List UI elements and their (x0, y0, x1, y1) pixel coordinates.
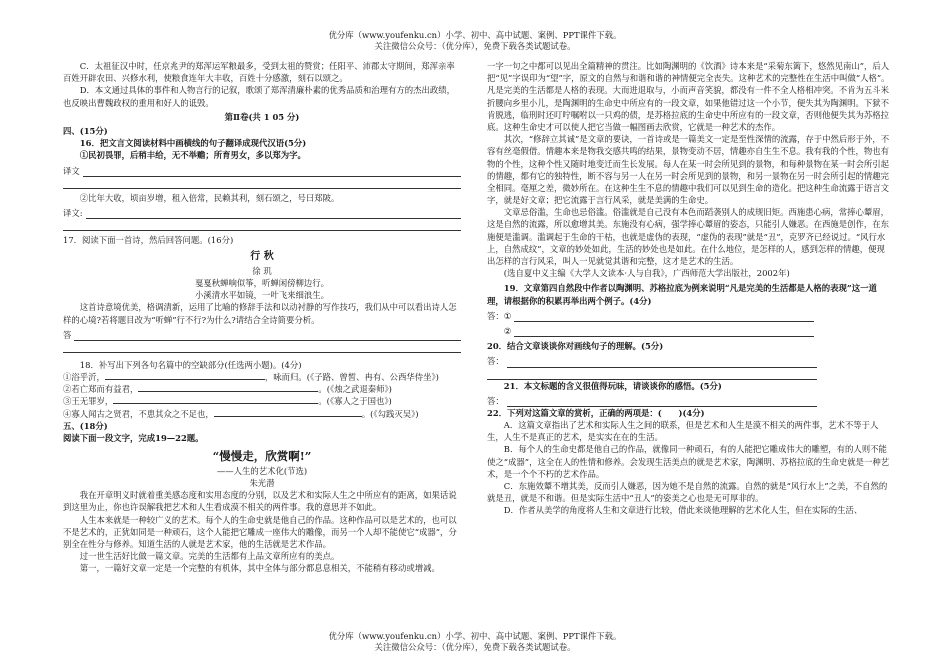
answer-21-line[interactable]: 答： (487, 395, 890, 407)
answer-19-line-2[interactable] (487, 325, 890, 337)
poem-title: 行 秋 (250, 251, 274, 263)
footer-line-1: 优分库（www.youfenku.cn）小学、初中、高中试题、案例、PPT课件下载。 (328, 631, 622, 641)
question-16: 16．把文言文阅读材料中画横线的句子翻译成现代汉语(5分) (79, 138, 307, 149)
question-20: 20．结合文章谈谈你对画线句子的理解。(5分) (487, 341, 664, 352)
question-21: 21．本文标题的含义很值得玩味，请谈谈你的感悟。(5分) (503, 380, 722, 391)
answer-20-line-2[interactable] (487, 368, 817, 380)
essay-continued-2: 其次，“修辞立其诚”是文章的要诀，一首诗或是一篇美文一定是至性深情的流露，存于中然后形于外，不容有丝毫假借。情趣本来是物我交感共鸣的结果，景物变动不居，情趣亦自生生不息。我有我的个性，物也有物的个性，这种个性又随时地变迁而生长发展。每人在某一时会所见到的景物，和每种景物在某一时会所引起的情趣，都有它的独特性，断不容与另一人在另一时会所见到的景物，和另一景物在另一时会所引起的情趣完全相同。毫厘之差，微妙所在。在这种生生不息的情趣中我们可以见到生命的造化。把这种生命流露于语言文字，就是好文章；把它流露于言行风采，就是美满的生命史。 (487, 134, 890, 206)
essay-paragraph-3: 过一世生活好比做一篇文章。完美的生活都有上品文章所应有的美点。 (63, 551, 340, 562)
question-17-body: 这首诗意境优美，格调清新，运用了比喻的修辞手法和以动衬静的写作技巧，我们从中可以看出诗人怎样的心境?若将题目改为“听蝉”行不行?为什么?请结合全诗简要分析。 (63, 302, 457, 325)
essay-continued-3: 文章忌俗滥，生命也忌俗滥。俗滥就是自己没有本色而蹈袭别人的成规旧矩。西施患心病，常捧心颦眉，这是自然的流露，所以愈增其美。东施没有心病，强学捧心颦眉的姿态，只能引人嫌恶。在西施是创作，在东施便是滥调。滥调起于生命的干枯，也就是虚伪的表现，“虚伪的表现”就是“丑”，克罗齐已经说过。“风行水上，自然成纹”，文章的妙处如此，生活的妙处也是如此。在什么地位，是怎样的人，感到怎样的情趣，便现出怎样的言行风采，叫人一见就觉其谐和完整，这才是艺术的生活。 (487, 207, 889, 266)
q22-option-a: A．这篇文章指出了艺术和实际人生之间的联系，但是艺术和人生是漠不相关的两件事，艺术不等于人生，人生不是真正的艺术，是实实在在的生活。 (487, 420, 879, 443)
answer-17-line-2[interactable] (63, 341, 461, 353)
question-17: 17．阅读下面一首诗，然后回答问题。(16分) (63, 235, 234, 246)
answer-19-item-1: ① (503, 310, 512, 321)
translation-1-line[interactable] (63, 165, 461, 177)
q18-item-4: ④寡人闻古之贤君，不患其众之不足也， 。(《勾践灭吴》) (63, 408, 419, 419)
page-header (0, 30, 950, 52)
translation-label: 译文 (63, 165, 80, 176)
translation-2-line[interactable] (63, 207, 461, 219)
question-22: 22．下列对这篇文章的赏析，正确的两项是：( )(4分) (487, 407, 705, 418)
left-column (63, 60, 461, 575)
translation-1-line-2[interactable] (63, 177, 461, 189)
essay-subtitle: ——人生的艺术化(节选) (216, 465, 308, 476)
page-footer (0, 631, 950, 653)
translation-2-line-2[interactable] (63, 219, 461, 231)
question-16-sentence-2: ②比年大收，顷亩岁增，租入倍常，民赖其利，刻石颂之，号曰郑陂。 (79, 192, 340, 203)
essay-title: “慢慢走，欣赏啊!” (212, 449, 312, 464)
reading-intro: 阅读下面一段文字，完成19—22题。 (63, 433, 204, 443)
header-line-1: 优分库（www.youfenku.cn）小学、初中、高中试题、案例、PPT课件下载。 (328, 30, 622, 40)
q18-item-3: ③王无罪岁， 。(《寡人之于国也》) (63, 396, 392, 407)
poem-author: 徐 玑 (252, 265, 272, 276)
q18-blank-1[interactable] (105, 379, 265, 380)
answer-17-line[interactable] (63, 329, 461, 341)
essay-source: (选自夏中义主编《大学人文读本·人与自我》，广西师范大学出版社，2002年) (503, 268, 790, 279)
question-19: 19．文章第四自然段中作者以陶渊明、苏格拉底为例来说明“凡是完美的生活都是人格的表现”这一道理，请根据你的积累再举出两个例子。(4分) (487, 283, 877, 306)
answer-label: 答 (63, 329, 72, 340)
q18-blank-3[interactable] (113, 403, 318, 404)
translation-label-2: 译文: (63, 207, 83, 218)
answer-19-item-2: ② (503, 325, 512, 336)
poem-line-2: 小溪清水平如镜，一叶飞来细浪生。 (195, 290, 329, 301)
header-line-2: 关注微信公众号：（优分库），免费下载各类试题试卷。 (374, 40, 576, 51)
right-column (487, 60, 890, 517)
section-4-heading: 四、(15分) (63, 125, 108, 136)
q18-item-1: ①浴乎沂， ，咏而归。(《子路、曾皙、冉有、公西华侍坐》) (63, 372, 439, 383)
section-5-heading: 五、(18分) (63, 420, 108, 431)
q22-option-b: B．每个人的生命史都是他自己的作品，就像同一种顽石，有的人能把它雕成伟大的雕塑，有的人则不能使之“成器”，这全在人的性情和修养。会发现生活美点的就是艺术家，陶渊明、苏格拉底的生命史就是一种艺术，是一个个不朽的艺术作品。 (487, 444, 890, 479)
essay-paragraph-4: 第一，一篇好文章一定是一个完整的有机体，其中全体与部分都息息相关，不能稍有移动或增减。 (63, 563, 440, 574)
q18-blank-2[interactable] (138, 391, 318, 392)
essay-author: 朱光潜 (249, 478, 275, 489)
essay-paragraph-2: 人生本来就是一种较广义的艺术。每个人的生命史就是他自己的作品。这种作品可以是艺术的，也可以不是艺术的，正犹如同是一种顽石，这个人能把它雕成一座伟大的雕像，而另一个人却不能使它“成器”，分别全在性分与修养。知道生活的人就是艺术家，他的生活就是艺术作品。 (63, 514, 457, 549)
answer-19-line-1[interactable]: 答： ① (487, 310, 890, 322)
answer-20-line[interactable]: 答： (487, 355, 890, 367)
q22-option-d: D．作者从美学的角度将人生和文章进行比较，借此来谈他理解的艺术化人生，但在实际的生活、 (503, 505, 863, 516)
q18-item-2: ②若亡郑而有益君， 。(《烛之武退秦师》) (63, 384, 392, 395)
option-c: C．太祖征汉中时，任京兆尹的郑浑运军粮最多，受到太祖的赞赏；任阳平、沛郡太守期间，郑浑亲率百姓开辟农田、兴修水利，使粮食连年大丰收，百姓十分感激，刻石以颂之。 (63, 61, 455, 84)
q18-blank-4[interactable] (214, 416, 362, 417)
q22-option-c: C．东施效颦不增其美，反而引人嫌恶，因为她不是自然的流露。自然的就是“风行水上”之美，不自然的就是丑，就是不和谐。但是实际生活中“丑人”的姿美之心也是无可厚非的。 (487, 481, 888, 504)
essay-paragraph-1: 我在开章明义时就着重美感态度和实用态度的分别，以及艺术和实际人生之中所应有的距离，如果话说到这里为止，你也许误解我把艺术和人生看成漠不相关的两件事。我的意思并不如此。 (63, 490, 457, 513)
option-d: D．本文通过具体的事件和人物言行的记叙，歌颂了郑浑清廉朴素的优秀品质和治理有方的杰出政绩，也反映出曹魏政权的重用和好人的诋毁。 (63, 85, 456, 108)
footer-line-2: 关注微信公众号：（优分库），免费下载各类试题试卷。 (374, 641, 576, 652)
poem-line-1: 戛戛秋蝉响似筝，听蝉闲傍柳边行。 (195, 277, 329, 288)
question-16-sentence-1: ①民初畏罪，后稍丰给，无不举赡；所育男女，多以郑为字。 (79, 150, 306, 161)
question-18: 18．补写出下列各句名篇中的空缺部分(任选两小题)。(4分) (79, 359, 302, 370)
essay-continued-1: 一字一句之中都可以见出全篇精神的贯注。比如陶渊明的《饮酒》诗本来是“采菊东篱下，悠然见南山”，后人把“见”字误印为“望”字，原文的自然与和谐和谐的神情便完全丧失。这种艺术的完整性在生活中叫做“人格”。凡是完美的生活都是人格的表现。大而进退取与，小而声音笑貌，都没有一件不全人格相冲突。不肯为五斗米折腰向乡里小儿，是陶渊明的生命史中所应有的一段文章，如果他错过这一个小节，便失其为陶渊明。下狱不肯脱逃，临刑时还叮咛嘱咐以一只鸡的债，是苏格拉底的生命史中所应有的一段文章，否则他便失其为苏格拉底。这种生命史才可以使人把它当做一幅图画去欣赏，它就是一种艺术的杰作。 (487, 61, 890, 132)
part-2-title: 第Ⅱ卷(共 1 05 分) (224, 111, 300, 122)
